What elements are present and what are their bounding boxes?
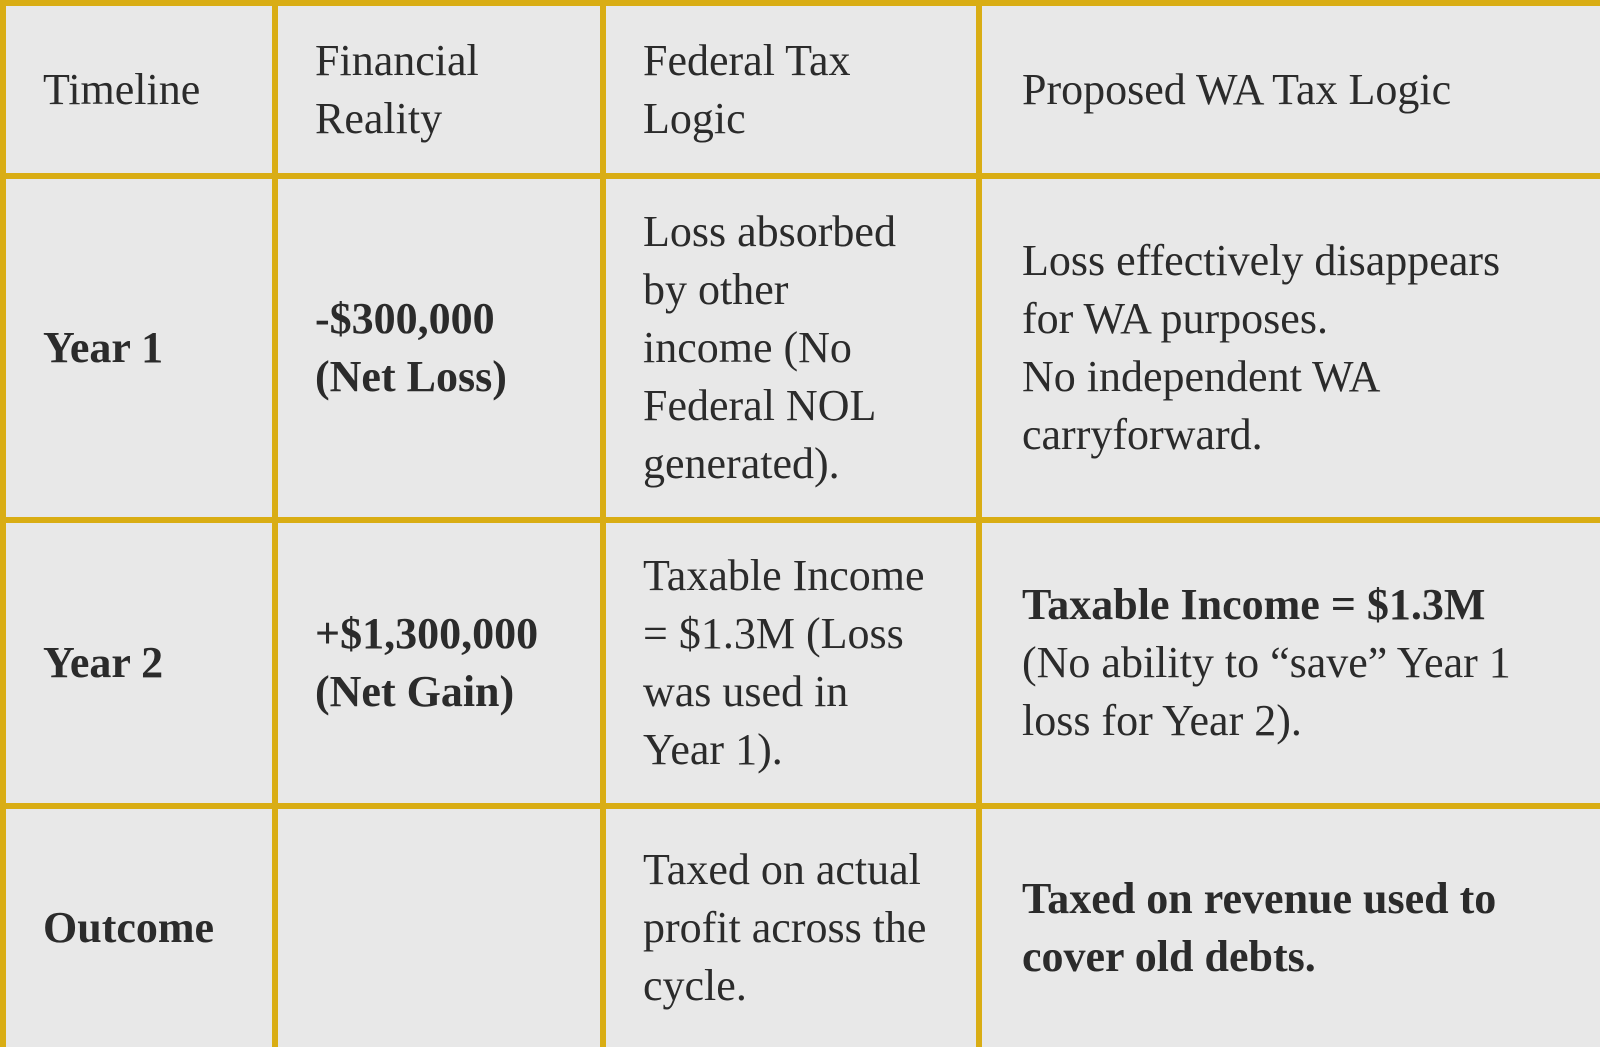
outcome-wa-cell [979,806,1600,1047]
year-1-wa-cell [979,176,1600,520]
outcome-federal-cell [603,806,979,1047]
year-2-timeline-label: Year 2 [43,638,164,687]
outcome-federal-line-2: profit across the [643,903,927,952]
year-1-wa-line-1: Loss effectively disappears [1022,236,1501,285]
header-timeline [3,3,275,176]
year-2-wa-cell [979,520,1600,806]
outcome-federal-line-3: cycle. [643,961,747,1010]
year-1-wa-line-3: No independent WA [1022,352,1381,401]
year-1-financial-line-2: (Net Loss) [315,352,507,401]
outcome-timeline-cell [3,806,275,1047]
header-financial-line-1: Financial [315,35,479,85]
outcome-wa-line-1: Taxed on revenue used to [1022,874,1497,923]
table-row-outcome [3,806,1600,1047]
outcome-timeline-label: Outcome [43,903,215,952]
header-timeline-label: Timeline [43,64,201,114]
year-1-financial-line-1: -$300,000 [315,294,495,343]
year-2-financial-line-1: +$1,300,000 [315,609,539,658]
year-1-federal-line-2: by other [643,265,789,314]
year-2-timeline-cell [3,520,275,806]
year-2-federal-line-1: Taxable Income [643,551,925,600]
year-1-federal-line-1: Loss absorbed [643,207,896,256]
year-1-federal-line-5: generated). [643,439,840,488]
year-1-federal-cell [603,176,979,520]
year-2-wa-bold-line: Taxable Income = $1.3M [1022,580,1486,629]
outcome-federal-line-1: Taxed on actual [643,845,921,894]
header-wa-label: Proposed WA Tax Logic [1022,64,1452,114]
header-federal-line-2: Logic [643,93,746,143]
outcome-wa-line-2: cover old debts. [1022,932,1316,981]
year-1-wa-line-2: for WA purposes. [1022,294,1328,343]
year-2-financial-cell [275,520,603,806]
year-2-financial-line-2: (Net Gain) [315,667,515,716]
header-row [3,3,1600,176]
year-2-federal-cell [603,520,979,806]
year-1-federal-line-4: Federal NOL [643,381,877,430]
header-financial-line-2: Reality [315,93,443,143]
year-2-wa-line-2: loss for Year 2). [1022,696,1302,745]
year-2-federal-line-4: Year 1). [643,725,783,774]
year-1-federal-line-3: income (No [643,323,852,372]
table-row-year-2 [3,520,1600,806]
header-federal-line-1: Federal Tax [643,35,851,85]
year-1-timeline-label: Year 1 [43,323,164,372]
year-1-wa-line-4: carryforward. [1022,410,1263,459]
header-wa-tax-logic [979,3,1600,176]
year-2-federal-line-3: was used in [643,667,849,716]
year-1-timeline-cell [3,176,275,520]
header-financial-reality [275,3,603,176]
table-row-year-1 [3,176,1600,520]
outcome-financial-cell [275,806,603,1047]
year-2-wa-line-1: (No ability to “save” Year 1 [1022,638,1511,687]
year-1-financial-cell [275,176,603,520]
year-2-federal-line-2: = $1.3M (Loss [643,609,904,658]
header-federal-tax-logic [603,3,979,176]
